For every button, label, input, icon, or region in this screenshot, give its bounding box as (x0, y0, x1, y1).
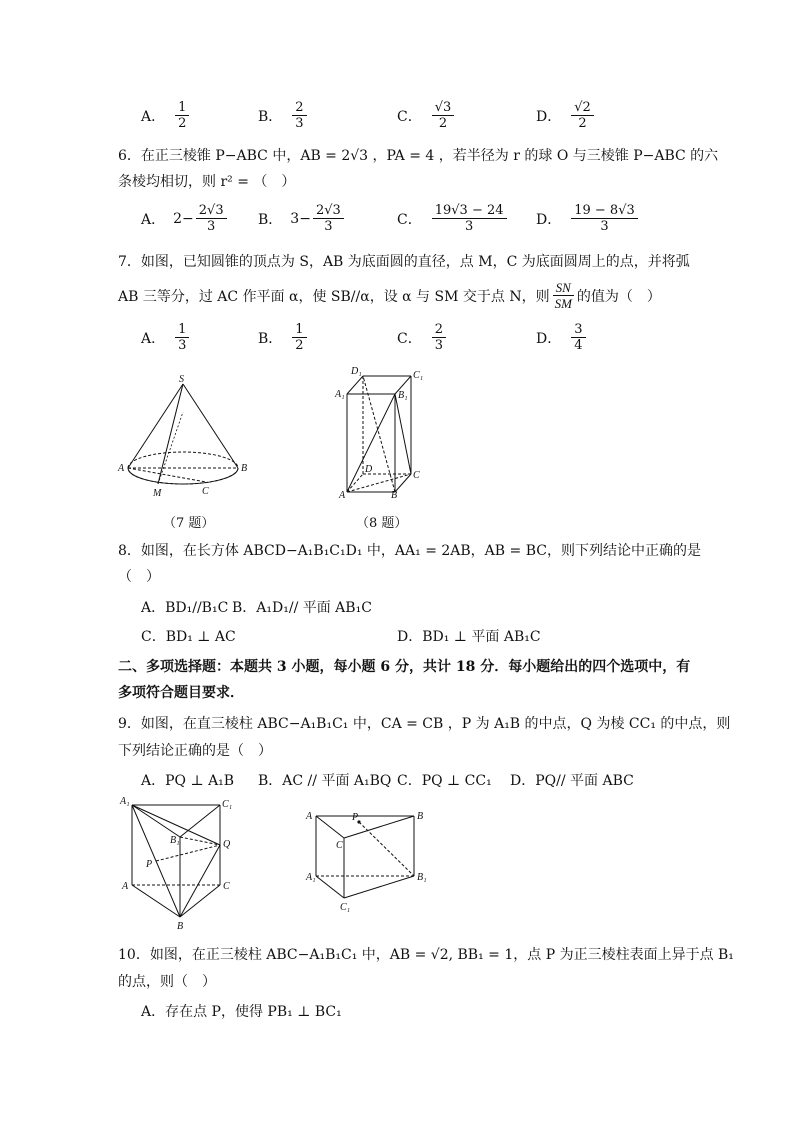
q9-stem-line2: 下列结论正确的是（ ） (118, 743, 272, 759)
q9-option-d: D．PQ// 平面 ABC (510, 773, 634, 789)
q7-option-a: A． $\frac{1}{3}$ (141, 322, 191, 353)
q7-option-b-fraction: $\frac{1}{2}$ (292, 322, 306, 353)
cuboid-figure (333, 364, 443, 499)
prism9-label-q: Q (223, 839, 231, 850)
q7-option-d-fraction: $\frac{3}{4}$ (571, 322, 585, 353)
prism9-label-b1: B₁ (170, 835, 180, 846)
q8-stem-line2: （ ） (118, 569, 160, 585)
q8-stem-line1: 8．如图，在长方体 ABCD−A₁B₁C₁D₁ 中，AA₁ = 2AB，AB = BC，则下列结论中正确的是 (118, 543, 701, 559)
prism10-label-p: P (352, 812, 359, 823)
cone-label-a: A (118, 463, 125, 474)
q7-option-a-fraction: $\frac{1}{3}$ (175, 322, 189, 353)
q9-option-a: A．PQ ⊥ A₁B (141, 773, 235, 789)
cuboid-label-b1: B₁ (398, 390, 408, 401)
q9-option-c: C．PQ ⊥ CC₁ (397, 773, 492, 789)
q7-option-b: B． $\frac{1}{2}$ (258, 322, 309, 353)
q10-option-a: A．存在点 P，使得 PB₁ ⊥ BC₁ (141, 1004, 342, 1020)
prism10-label-b1: B₁ (417, 872, 427, 883)
q6-stem-line2: 条棱均相切，则 r² = （ ） (118, 174, 296, 190)
cuboid-label-c: C (413, 470, 420, 481)
prism10-label-a: A (306, 811, 313, 822)
cuboid-label-d: D (365, 464, 373, 475)
cone-label-m: M (153, 488, 162, 499)
section2-heading-line1: 二、多项选择题：本题共 3 小题，每小题 6 分，共计 18 分．每小题给出的四个选项中，有 (118, 659, 691, 675)
q5-option-b: B． $\frac{2}{3}$ (258, 100, 309, 131)
q10-stem-line2: 的点，则（ ） (118, 974, 216, 990)
q6-option-a: A． 2− $\frac{2√3}{3}$ (141, 203, 229, 234)
cuboid-label-c1: C₁ (413, 370, 424, 381)
prism9-label-b: B (177, 921, 184, 932)
q6-option-b: B． 3− $\frac{2√3}{3}$ (258, 203, 346, 234)
prism9-label-c1: C₁ (222, 799, 233, 810)
prism9-label-c: C (223, 881, 230, 892)
cuboid-label-d1: D₁ (351, 366, 362, 377)
q7-ratio-fraction: $\frac{SN}{SM}$ (554, 280, 572, 311)
section2-heading-line2: 多项符合题目要求． (118, 685, 244, 701)
q5-option-a: A． $\frac{1}{2}$ (141, 100, 191, 131)
q6-option-c: C． $\frac{19√3 - 24}{3}$ (397, 203, 509, 234)
q8-option-c: C．BD₁ ⊥ AC (141, 629, 236, 645)
cone-label-b: B (241, 463, 248, 474)
cuboid-label-b: B (391, 490, 398, 501)
q8-option-a: A．BD₁//B₁C (141, 600, 229, 616)
q7-option-d: D． $\frac{3}{4}$ (536, 322, 588, 353)
prism9-label-a1: A₁ (120, 796, 130, 807)
prism9-figure (120, 796, 240, 932)
prism10-label-c: C (336, 840, 343, 851)
q5-option-d: D． $\frac{√2}{2}$ (536, 100, 596, 131)
cuboid-label-a: A (339, 490, 346, 501)
q9-option-b: B．AC // 平面 A₁BQ (258, 773, 392, 789)
q5-option-a-fraction: $\frac{1}{2}$ (175, 100, 189, 131)
figure8-caption: （8 题） (356, 516, 408, 531)
cone-label-s: S (179, 374, 184, 385)
q6-option-d: D． $\frac{19 - 8√3}{3}$ (536, 203, 640, 234)
q6-option-d-fraction: $\frac{19 - 8√3}{3}$ (571, 203, 638, 234)
q6-option-b-fraction: $\frac{2√3}{3}$ (313, 203, 344, 234)
q5-option-b-fraction: $\frac{2}{3}$ (292, 100, 306, 131)
prism9-label-a: A (122, 881, 129, 892)
q9-stem-line1: 9．如图，在直三棱柱 ABC−A₁B₁C₁ 中，CA = CB ，P 为 A₁B 的中点，Q 为棱 CC₁ 的中点，则 (118, 716, 731, 732)
q7-option-c-fraction: $\frac{2}{3}$ (432, 322, 446, 353)
cuboid-label-a1: A₁ (335, 389, 345, 400)
q8-option-d: D．BD₁ ⊥ 平面 AB₁C (397, 629, 541, 645)
figure7-caption: （7 题） (163, 516, 215, 531)
prism10-label-b: B (417, 811, 424, 822)
cone-label-c: C (202, 486, 209, 497)
cone-figure (118, 372, 258, 502)
prism9-label-p: P (146, 859, 153, 870)
q5-option-c: C． $\frac{√3}{2}$ (397, 100, 456, 131)
q5-option-d-fraction: $\frac{√2}{2}$ (571, 100, 594, 131)
q6-option-c-fraction: $\frac{19√3 - 24}{3}$ (432, 203, 507, 234)
q6-stem-line1: 6．在正三棱锥 P−ABC 中，AB = 2√3 ，PA = 4 ，若半径为 r 的球 O 与三棱锥 P−ABC 的六 (118, 148, 719, 164)
q5-option-c-fraction: $\frac{√3}{2}$ (432, 100, 455, 131)
q7-option-c: C． $\frac{2}{3}$ (397, 322, 448, 353)
prism10-label-c1: C₁ (340, 902, 351, 913)
q6-option-a-fraction: $\frac{2√3}{3}$ (196, 203, 227, 234)
prism10-figure (304, 808, 434, 913)
q8-option-b: B．A₁D₁// 平面 AB₁C (232, 600, 372, 616)
prism10-label-a1: A₁ (306, 872, 316, 883)
q7-stem-line2: AB 三等分，过 AC 作平面 α，使 SB//α，设 α 与 SM 交于点 N，则 $\frac{SN}{SM}$ 的值为（ ） (118, 280, 661, 311)
q7-stem-line1: 7．如图，已知圆锥的顶点为 S，AB 为底面圆的直径，点 M，C 为底面圆周上的点，并将弧 (118, 254, 690, 270)
q10-stem-line1: 10．如图，在正三棱柱 ABC−A₁B₁C₁ 中，AB = √2, BB₁ = 1，点 P 为正三棱柱表面上异于点 B₁ (118, 947, 734, 963)
